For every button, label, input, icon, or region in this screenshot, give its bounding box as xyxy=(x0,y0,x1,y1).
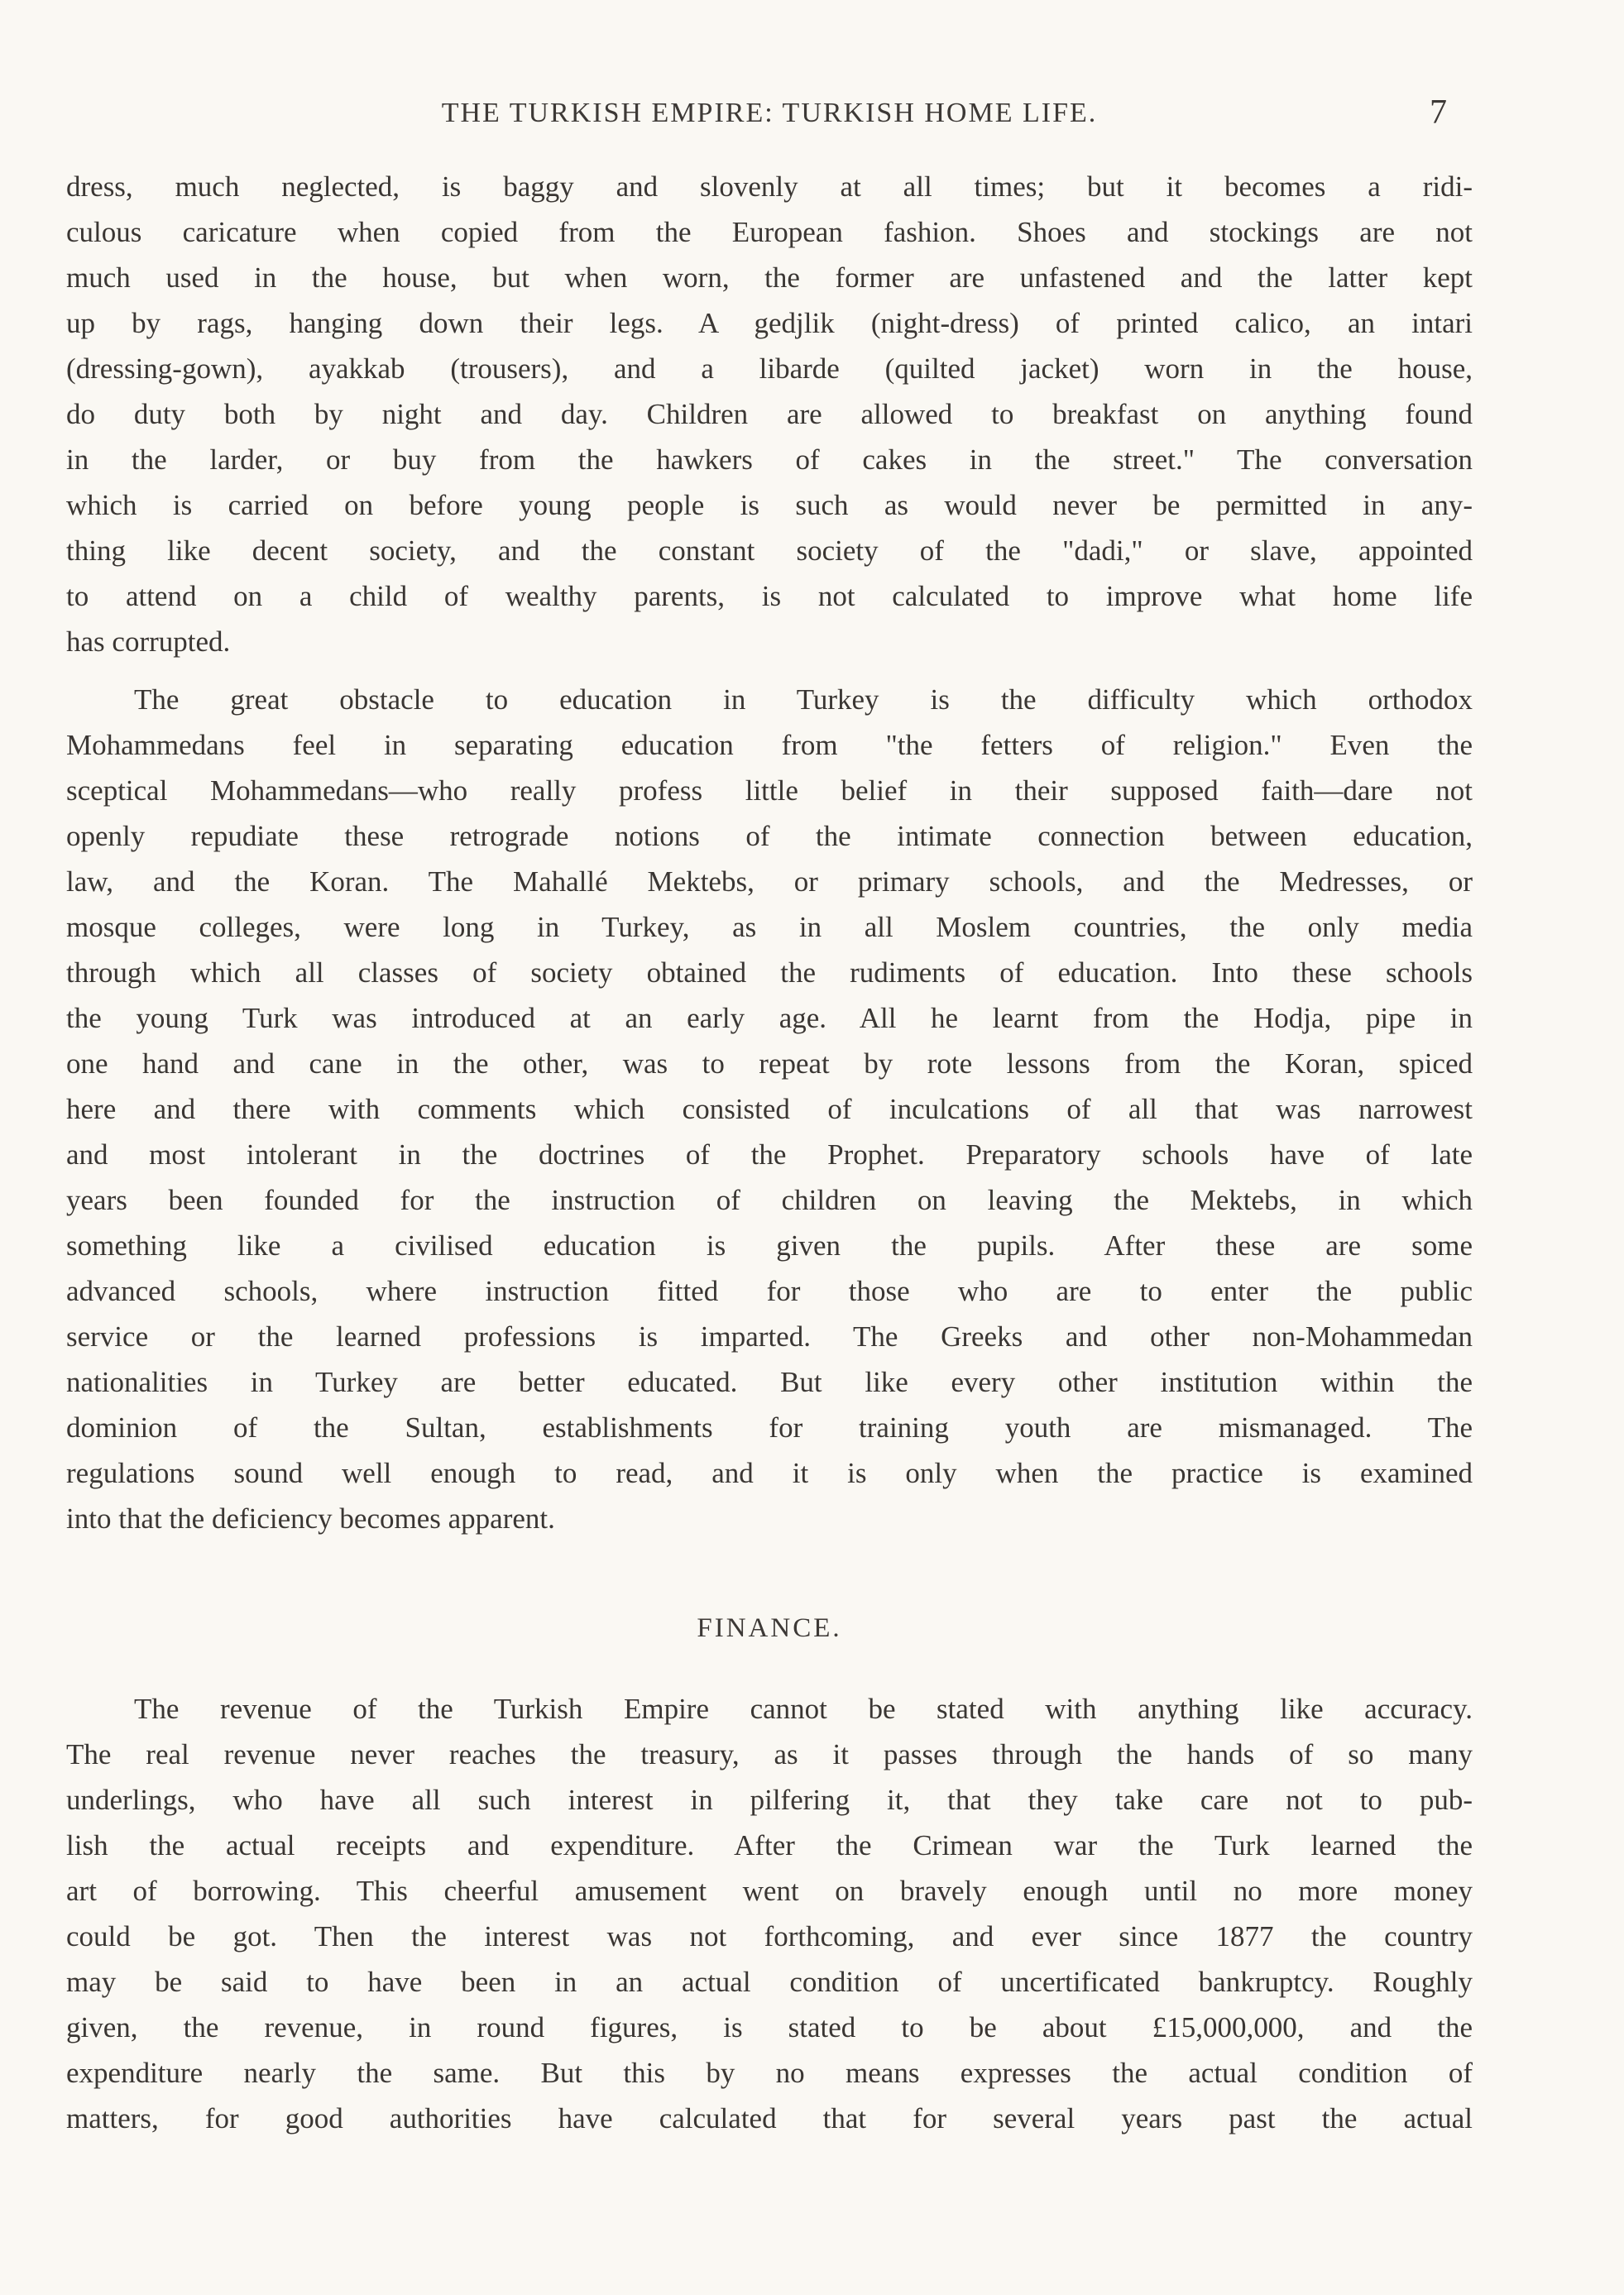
text-line: underlings, who have all such interest in pilfering it, that they take care not to pub- xyxy=(66,1784,1473,1816)
text-line: advanced schools, where instruction fitted for those who are to enter the public xyxy=(66,1275,1473,1307)
text-line: regulations sound well enough to read, and it is only when the practice is examined xyxy=(66,1457,1473,1489)
text-line: something like a civilised education is given the pupils. After these are some xyxy=(66,1229,1473,1262)
text-line: in the larder, or buy from the hawkers of cakes in the street." The conversation xyxy=(66,443,1473,476)
text-line: The real revenue never reaches the treasury, as it passes through the hands of so many xyxy=(66,1738,1473,1770)
running-title: THE TURKISH EMPIRE: TURKISH HOME LIFE. xyxy=(441,98,1098,128)
text-line: up by rags, hanging down their legs. A gedjlik (night-dress) of printed calico, an intari xyxy=(66,307,1473,339)
paragraph-education xyxy=(66,677,1473,1541)
text-line: given, the revenue, in round figures, is stated to be about £15,000,000, and the xyxy=(66,2011,1473,2043)
text-line: expenditure nearly the same. But this by no means expresses the actual condition of xyxy=(66,2057,1473,2089)
section-heading-finance: FINANCE. xyxy=(697,1613,842,1643)
text-line: and most intolerant in the doctrines of the Prophet. Preparatory schools have of late xyxy=(66,1138,1473,1171)
text-line: sceptical Mohammedans—who really profess little belief in their supposed faith—dare not xyxy=(66,774,1473,807)
text-line: Mohammedans feel in separating education from "the fetters of religion." Even the xyxy=(66,729,1473,761)
text-line: dress, much neglected, is baggy and slovenly at all times; but it becomes a ridi- xyxy=(66,170,1473,203)
text-line: much used in the house, but when worn, the former are unfastened and the latter kept xyxy=(66,261,1473,294)
text-line: one hand and cane in the other, was to repeat by rote lessons from the Koran, spiced xyxy=(66,1047,1473,1080)
text-line: here and there with comments which consisted of inculcations of all that was narrowest xyxy=(66,1093,1473,1125)
text-line: service or the learned professions is imparted. The Greeks and other non-Mohammedan xyxy=(66,1320,1473,1353)
text-line: nationalities in Turkey are better educated. But like every other institution within the xyxy=(66,1366,1473,1398)
text-line: culous caricature when copied from the European fashion. Shoes and stockings are not xyxy=(66,216,1473,248)
text-line: matters, for good authorities have calculated that for several years past the actual xyxy=(66,2102,1473,2134)
text-line: do duty both by night and day. Children are allowed to breakfast on anything found xyxy=(66,398,1473,430)
text-line: law, and the Koran. The Mahallé Mektebs, or primary schools, and the Medresses, or xyxy=(66,865,1473,898)
text-line: lish the actual receipts and expenditure. After the Crimean war the Turk learned the xyxy=(66,1829,1473,1861)
text-line: art of borrowing. This cheerful amusement went on bravely enough until no more money xyxy=(66,1875,1473,1907)
paragraph-finance xyxy=(66,1686,1473,2141)
text-line: (dressing-gown), ayakkab (trousers), and a libarde (quilted jacket) worn in the house, xyxy=(66,352,1473,385)
text-line: years been founded for the instruction of children on leaving the Mektebs, in which xyxy=(66,1184,1473,1216)
text-line: The great obstacle to education in Turkey is the difficulty which orthodox xyxy=(134,683,1473,716)
text-line: has corrupted. xyxy=(66,625,231,658)
text-line: dominion of the Sultan, establishments for training youth are mismanaged. The xyxy=(66,1411,1473,1444)
text-line: to attend on a child of wealthy parents, is not calculated to improve what home life xyxy=(66,580,1473,612)
paragraph-home-life xyxy=(66,164,1473,664)
text-line: into that the deficiency becomes apparent. xyxy=(66,1502,555,1535)
text-line: The revenue of the Turkish Empire cannot be stated with anything like accuracy. xyxy=(134,1693,1473,1725)
text-line: may be said to have been in an actual condition of uncertificated bankruptcy. Roughly xyxy=(66,1966,1473,1998)
text-line: could be got. Then the interest was not forthcoming, and ever since 1877 the country xyxy=(66,1920,1473,1952)
page-number: 7 xyxy=(1430,93,1447,132)
text-line: thing like decent society, and the constant society of the "dadi," or slave, appointed xyxy=(66,534,1473,567)
text-line: the young Turk was introduced at an early age. All he learnt from the Hodja, pipe in xyxy=(66,1002,1473,1034)
text-line: mosque colleges, were long in Turkey, as in all Moslem countries, the only media xyxy=(66,911,1473,943)
text-line: openly repudiate these retrograde notions of the intimate connection between education, xyxy=(66,820,1473,852)
text-line: which is carried on before young people is such as would never be permitted in any- xyxy=(66,489,1473,521)
text-line: through which all classes of society obtained the rudiments of education. Into these schools xyxy=(66,956,1473,989)
